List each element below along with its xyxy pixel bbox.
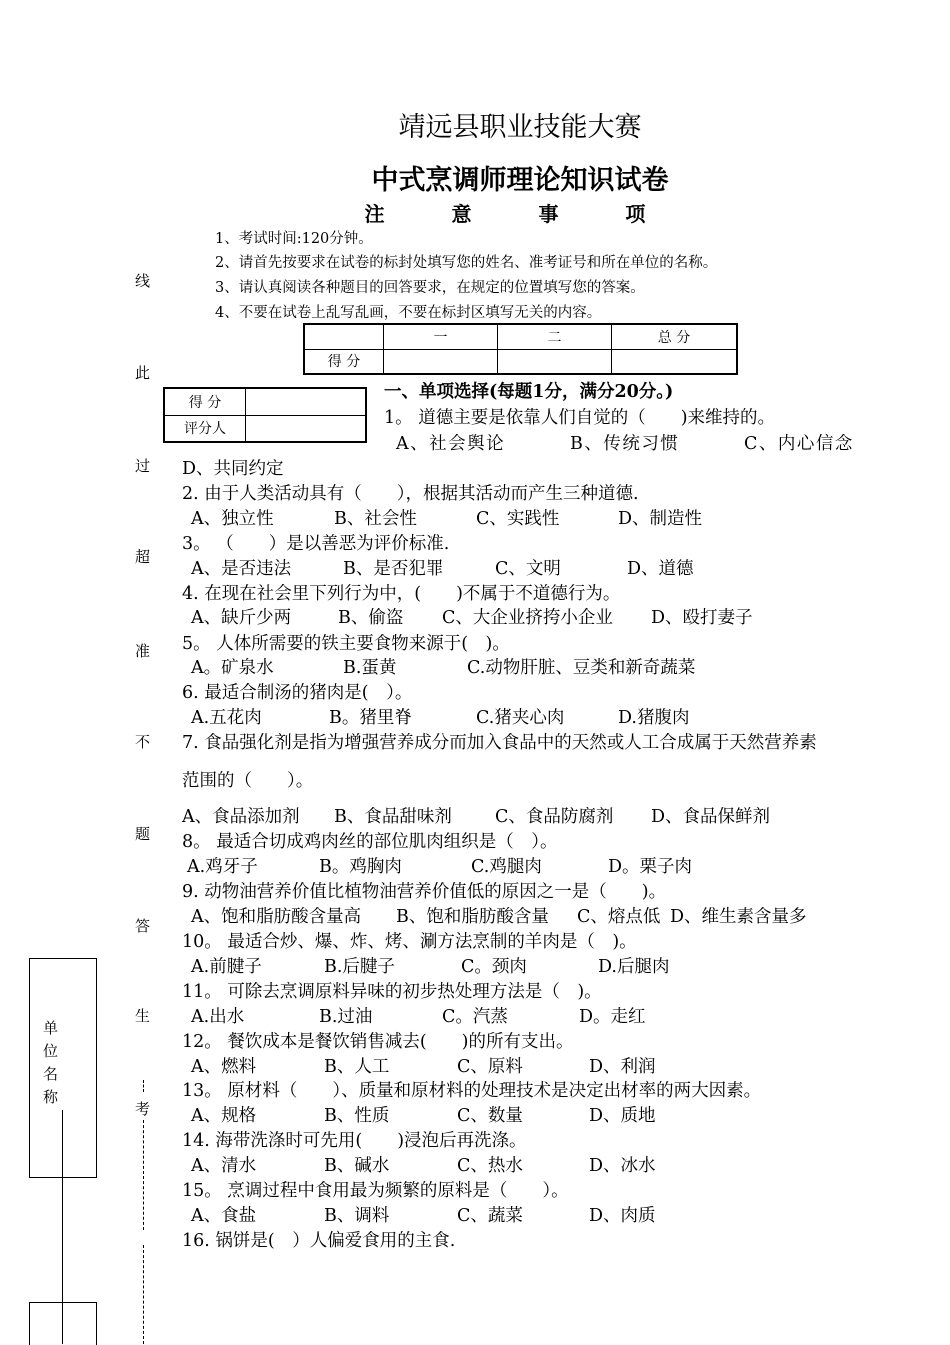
option[interactable]: D、食品保鲜剂	[651, 807, 771, 827]
option[interactable]: A、社会舆论	[396, 434, 506, 454]
option[interactable]: D.猪腹肉	[618, 708, 690, 728]
option[interactable]: A.出水	[191, 1007, 245, 1027]
binding-dashed-line	[143, 1245, 144, 1344]
option[interactable]: A、是否违法	[191, 559, 292, 579]
notice-item: 3、请认真阅读各种题目的回答要求，在规定的位置填写您的答案。	[215, 280, 645, 296]
option[interactable]: B、饱和脂肪酸含量	[396, 907, 549, 927]
grader-score-cell[interactable]	[246, 388, 367, 415]
grader-score-label: 得 分	[164, 388, 246, 415]
score-cell[interactable]	[498, 349, 612, 374]
question-text: 9. 动物油营养价值比植物油营养价值低的原因之一是（ )。	[182, 882, 667, 902]
option[interactable]: A、规格	[191, 1106, 257, 1126]
score-row-label: 得 分	[304, 349, 384, 374]
binding-line-char: 答	[135, 917, 151, 935]
question-text: 10。 最适合炒、爆、炸、烤、涮方法烹制的羊肉是（ )。	[182, 932, 637, 952]
question-text: 2. 由于人类活动具有（ ），根据其活动而产生三种道德.	[182, 484, 639, 504]
option[interactable]: A.鸡牙子	[187, 857, 258, 877]
option[interactable]: B、人工	[324, 1057, 390, 1077]
unit-name-label: 单位名称	[41, 1020, 59, 1112]
question-text: 4. 在现在社会里下列行为中，( )不属于不道德行为。	[182, 584, 621, 604]
option[interactable]: D、维生素含量多	[670, 907, 807, 927]
section-heading: 一、单项选择(每题1分，满分20分。)	[384, 382, 674, 402]
option[interactable]: B、偷盗	[338, 608, 404, 628]
option[interactable]: C、内心信念	[744, 434, 854, 454]
option[interactable]: B。鸡胸肉	[319, 857, 402, 877]
option[interactable]: B.过油	[319, 1007, 373, 1027]
binding-line-char: 过	[135, 457, 151, 475]
option[interactable]: A.前腱子	[191, 957, 262, 977]
option[interactable]: C、数量	[457, 1106, 523, 1126]
option[interactable]: C、食品防腐剂	[495, 807, 614, 827]
question-text: 12。 餐饮成本是餐饮销售减去( )的所有支出。	[182, 1032, 574, 1052]
option[interactable]: A.五花肉	[191, 708, 262, 728]
question-text: 8。 最适合切成鸡肉丝的部位肌肉组织是（ ）。	[182, 832, 558, 852]
question-text: 16. 锅饼是( ）人偏爱食用的主食.	[182, 1231, 456, 1251]
question-text: 14. 海带洗涤时可先用( )浸泡后再洗涤。	[182, 1131, 527, 1151]
binding-line-char: 题	[135, 825, 151, 843]
grader-table	[163, 387, 367, 443]
question-text: 5。 人体所需要的铁主要食物来源于( )。	[182, 634, 510, 654]
binding-dashed-line	[143, 1120, 144, 1230]
option[interactable]: D、制造性	[618, 509, 703, 529]
option[interactable]: C、原料	[457, 1057, 523, 1077]
binding-line-char: 此	[135, 364, 151, 382]
option[interactable]: C.猪夹心肉	[476, 708, 565, 728]
score-table-header: 二	[498, 324, 612, 349]
option[interactable]: B、性质	[324, 1106, 390, 1126]
option[interactable]: B、碱水	[324, 1156, 390, 1176]
score-cell[interactable]	[384, 349, 498, 374]
option[interactable]: A、缺斤少两	[191, 608, 292, 628]
binding-line-char: 生	[135, 1007, 151, 1025]
option[interactable]: B。猪里脊	[329, 708, 412, 728]
option[interactable]: D.后腿肉	[598, 957, 670, 977]
option[interactable]: D、冰水	[589, 1156, 656, 1176]
option[interactable]: A、饱和脂肪酸含量高	[191, 907, 362, 927]
option[interactable]: B、传统习惯	[570, 434, 680, 454]
option[interactable]: C.动物肝脏、豆类和新奇蔬菜	[467, 658, 696, 678]
option[interactable]: D。栗子肉	[608, 857, 693, 877]
question-text: 6. 最适合制汤的猪肉是( ）。	[182, 683, 413, 703]
score-table-header: 总 分	[612, 324, 738, 349]
binding-line-char: 超	[135, 548, 151, 566]
option[interactable]: A、独立性	[191, 509, 274, 529]
score-cell[interactable]	[612, 349, 738, 374]
option[interactable]: D。走红	[579, 1007, 646, 1027]
option[interactable]: D、肉质	[589, 1206, 656, 1226]
score-table	[303, 323, 738, 375]
notice-item: 4、不要在试卷上乱写乱画，不要在标封区填写无关的内容。	[215, 305, 602, 321]
notice-heading: 注 意 事 项	[364, 202, 676, 226]
option[interactable]: B、是否犯罪	[343, 559, 444, 579]
candidate-info-box[interactable]	[29, 1302, 97, 1345]
option[interactable]: A、食盐	[191, 1206, 257, 1226]
notice-item: 1、考试时间:120分钟。	[215, 231, 373, 247]
option[interactable]: A、食品添加剂	[182, 807, 300, 827]
exam-title-paper: 中式烹调师理论知识试卷	[371, 165, 669, 196]
option[interactable]: C、实践性	[476, 509, 560, 529]
option[interactable]: D、共同约定	[182, 459, 284, 479]
option[interactable]: A、清水	[191, 1156, 257, 1176]
option[interactable]: A、燃料	[191, 1057, 257, 1077]
option[interactable]: D、利润	[589, 1057, 656, 1077]
option[interactable]: C、热水	[457, 1156, 523, 1176]
option[interactable]: D、殴打妻子	[651, 608, 753, 628]
score-table-header	[304, 324, 384, 349]
option[interactable]: C。颈肉	[461, 957, 527, 977]
question-text: 13。 原材料（ ）、质量和原材料的处理技术是决定出材率的两大因素。	[182, 1081, 762, 1101]
option[interactable]: C.鸡腿肉	[471, 857, 542, 877]
binding-dashed-line	[143, 1080, 144, 1092]
option[interactable]: C、蔬菜	[457, 1206, 523, 1226]
question-text: 15。 烹调过程中食用最为频繁的原料是（ ）。	[182, 1181, 569, 1201]
question-text: 7. 食品强化剂是指为增强营养成分而加入食品中的天然或人工合成属于天然营养素	[182, 733, 817, 753]
notice-item: 2、请首先按要求在试卷的标封处填写您的姓名、准考证号和所在单位的名称。	[215, 255, 718, 271]
option[interactable]: C、大企业挤挎小企业	[442, 608, 613, 628]
exam-title-county: 靖远县职业技能大赛	[398, 112, 642, 143]
binding-line-char: 线	[135, 272, 151, 290]
binding-line-char: 考	[135, 1100, 151, 1118]
option[interactable]: C。汽蒸	[442, 1007, 508, 1027]
option[interactable]: D、质地	[589, 1106, 656, 1126]
question-text: 3。 （ ）是以善恶为评价标准.	[182, 534, 450, 554]
option[interactable]: C、熔点低	[577, 907, 661, 927]
option[interactable]: B.蛋黄	[343, 658, 397, 678]
option[interactable]: B、调料	[324, 1206, 390, 1226]
grader-name-cell[interactable]	[246, 415, 367, 442]
option[interactable]: B、食品甜味剂	[334, 807, 452, 827]
option[interactable]: B.后腱子	[324, 957, 395, 977]
option[interactable]: B、社会性	[334, 509, 417, 529]
option[interactable]: A。矿泉水	[191, 658, 274, 678]
option[interactable]: D、道德	[627, 559, 694, 579]
binding-line-char: 准	[135, 642, 151, 660]
option[interactable]: C、文明	[495, 559, 561, 579]
binding-line-char: 不	[135, 733, 151, 751]
score-table-header: 一	[384, 324, 498, 349]
question-text-continued: 范围的（ ）。	[182, 771, 314, 791]
question-text: 1。 道德主要是依靠人们自觉的（ )来维持的。	[384, 408, 776, 428]
question-text: 11。 可除去烹调原料异味的初步热处理方法是（ )。	[182, 982, 602, 1002]
grader-name-label: 评分人	[164, 415, 246, 442]
